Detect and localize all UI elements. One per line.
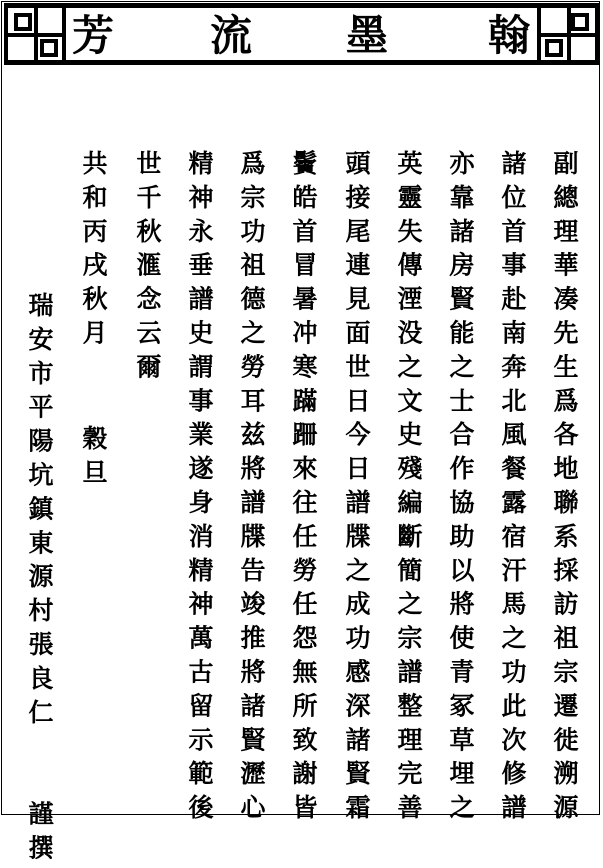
text-column: 爲宗功祖德之勞耳兹將譜牒告竣推將諸賢瀝心: [237, 150, 266, 828]
title-char: 翰: [487, 11, 530, 60]
text-column: 英靈失傳湮没之文史殘編斷簡之宗譜整理完善: [394, 150, 423, 828]
text-column: 頭接尾連見面世日今日譜牒之成功感深諸賢霜: [342, 150, 371, 828]
text-column: 鬢皓首冒暑冲寒蹣跚來往任勞任怨無所致謝皆: [289, 150, 318, 828]
date-column: 共和丙戌秋月 穀旦: [79, 150, 108, 493]
text-column: 亦靠諸房賢能之士合作協助以將使青冢草埋之: [446, 150, 475, 828]
signature-column: 瑞安市平陽坑鎮東源村張良仁 謹撰: [25, 292, 54, 868]
title-char: 墨: [345, 11, 388, 60]
text-column: 副總理華凑先生爲各地聯系採訪祖宗遷徙溯源: [550, 150, 579, 828]
text-column: 世千秋滙念云爾: [133, 150, 162, 388]
text-column: 精神永垂譜史謂事業遂身消精神萬古留示範後: [185, 150, 214, 828]
title-char: 芳: [71, 11, 114, 60]
text-column: 諸位首事赴南奔北風餐露宿汗馬之功此次修譜: [498, 150, 527, 828]
title-char: 流: [209, 11, 252, 60]
